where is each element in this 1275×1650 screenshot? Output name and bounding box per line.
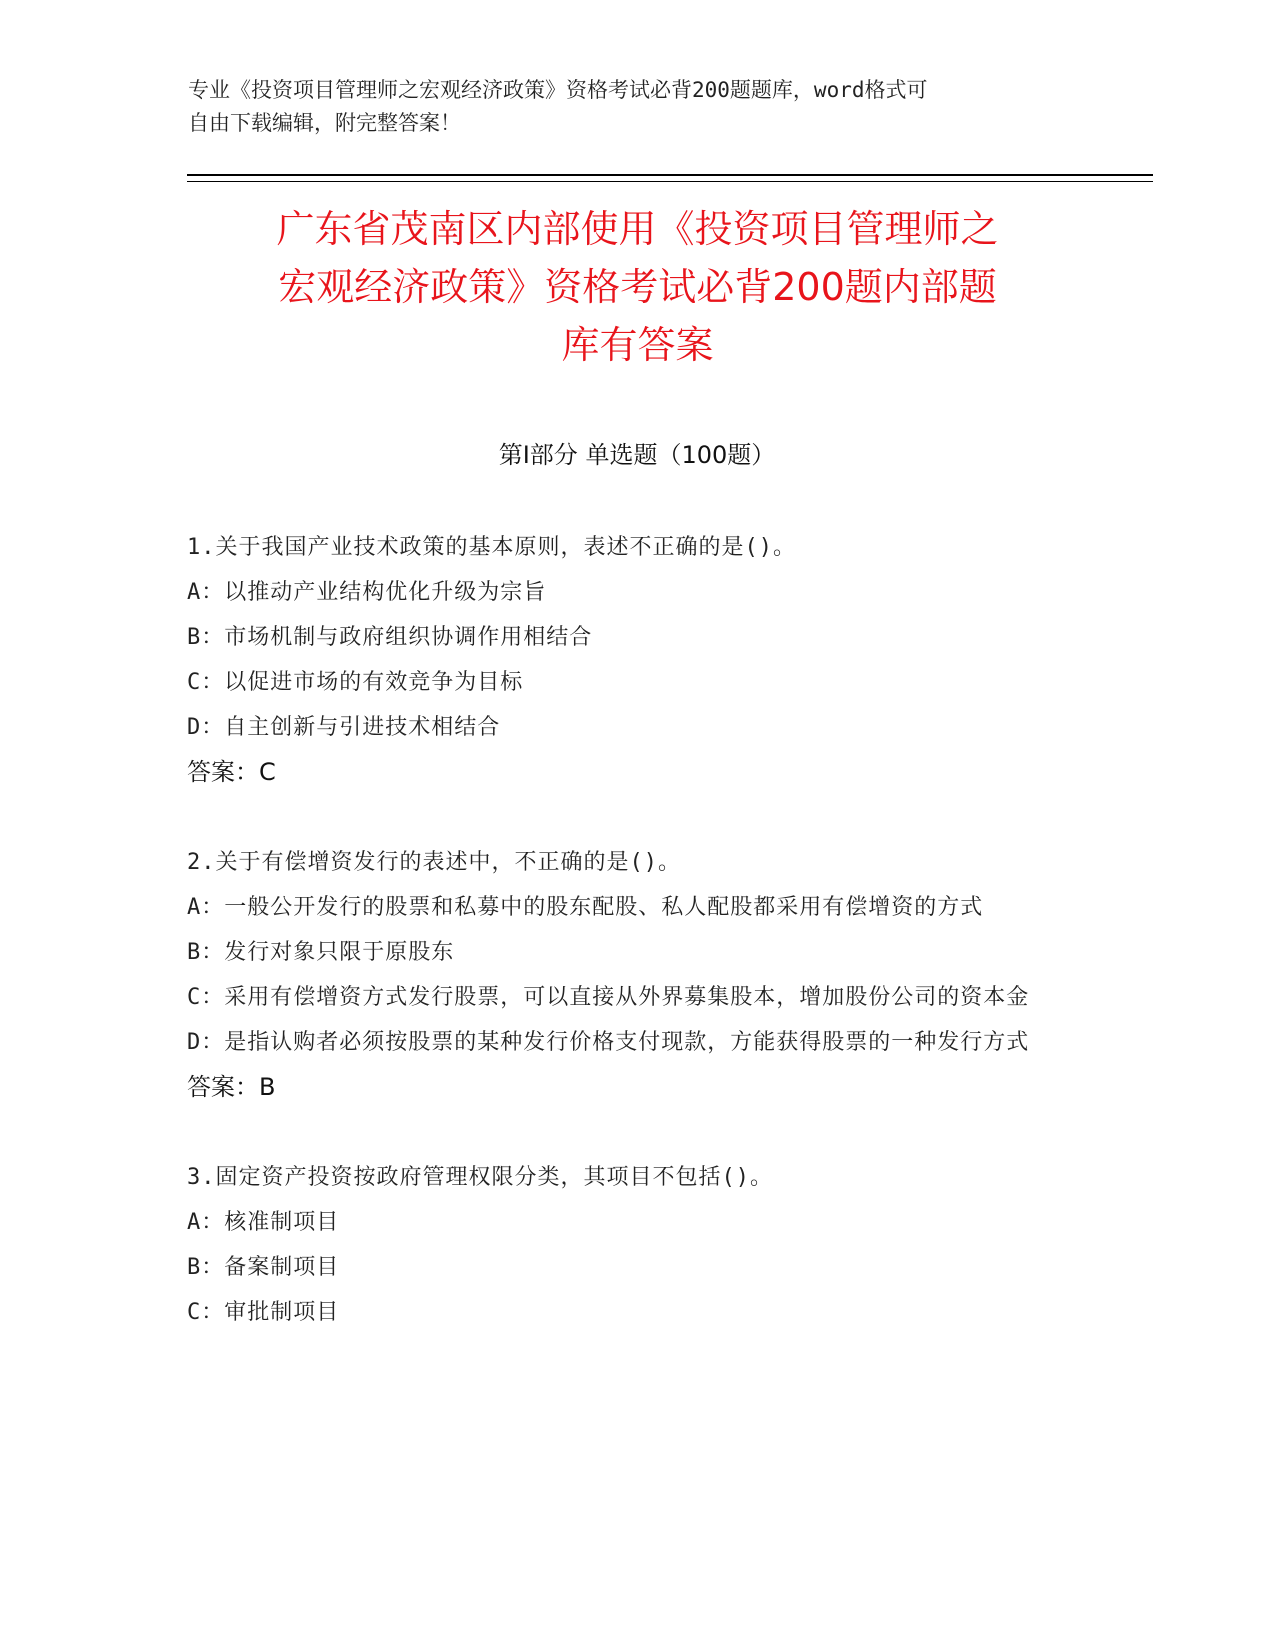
answer: 答案：C <box>187 758 276 786</box>
option-b: B：市场机制与政府组织协调作用相结合 <box>187 625 593 650</box>
document-title <box>180 200 1095 374</box>
question-stem: 3.固定资产投资按政府管理权限分类，其项目不包括()。 <box>187 1165 773 1190</box>
option-d: D：自主创新与引进技术相结合 <box>187 715 501 740</box>
option-b: B：备案制项目 <box>187 1255 340 1280</box>
question-list <box>187 525 1067 1380</box>
document-title-line-3: 库有答案 <box>561 323 714 367</box>
question-stem: 2.关于有偿增资发行的表述中，不正确的是()。 <box>187 850 681 875</box>
question-3 <box>187 1155 1067 1335</box>
header-divider-thin <box>187 181 1153 182</box>
option-c: C：审批制项目 <box>187 1300 340 1325</box>
answer: 答案：B <box>187 1073 276 1101</box>
option-a: A：以推动产业结构优化升级为宗旨 <box>187 580 547 605</box>
header-divider-thick <box>187 174 1153 176</box>
section-title: 第Ⅰ部分 单选题（100题） <box>498 441 776 469</box>
option-a: A：一般公开发行的股票和私募中的股东配股、私人配股都采用有偿增资的方式 <box>187 895 984 920</box>
question-stem: 1.关于我国产业技术政策的基本原则，表述不正确的是()。 <box>187 535 796 560</box>
header-note-line-2: 自由下载编辑，附完整答案！ <box>188 111 461 135</box>
option-c: C：采用有偿增资方式发行股票，可以直接从外界募集股本，增加股份公司的资本金 <box>187 985 1030 1010</box>
question-1 <box>187 525 1067 795</box>
option-b: B：发行对象只限于原股东 <box>187 940 455 965</box>
document-title-line-1: 广东省茂南区内部使用《投资项目管理师之 <box>276 207 999 251</box>
option-d: D：是指认购者必须按股票的某种发行价格支付现款，方能获得股票的一种发行方式 <box>187 1030 1030 1055</box>
header-note <box>188 74 1068 140</box>
option-a: A：核准制项目 <box>187 1210 340 1235</box>
question-2 <box>187 840 1067 1110</box>
option-c: C：以促进市场的有效竞争为目标 <box>187 670 524 695</box>
header-note-line-1: 专业《投资项目管理师之宏观经济政策》资格考试必背200题题库，word格式可 <box>188 78 928 102</box>
document-title-line-2: 宏观经济政策》资格考试必背200题内部题 <box>278 265 997 309</box>
